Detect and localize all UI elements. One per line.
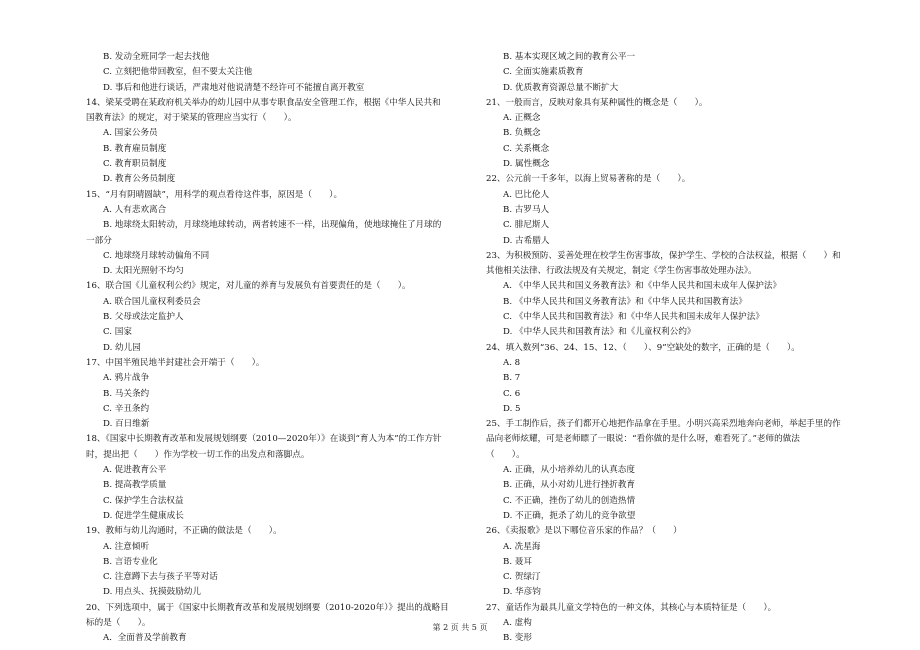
question-line: 24、填入数列“36、24、15、12、（ ）、9”空缺处的数字，正确的是（ ）。	[486, 342, 800, 353]
option-line: B. 基本实现区域之间的教育公平一	[503, 52, 636, 62]
option-line: B. 提高教学质量	[103, 480, 167, 491]
option-line: D. 教育公务员制度	[103, 174, 176, 185]
question-line: 19、教师与幼儿沟通时，不正确的做法是（ ）。	[86, 526, 282, 537]
question-continuation: 时，提出把（ ）作为学校一切工作的出发点和落脚点。	[86, 449, 310, 460]
option-line: A. 联合国儿童权利委员会	[103, 296, 201, 307]
option-line: A. 促进教育公平	[103, 465, 167, 476]
option-line: B. 聂耳	[503, 556, 532, 567]
option-line: B. 负概念	[503, 128, 541, 139]
option-line: D. 优质教育资源总量不断扩大	[503, 82, 619, 93]
question-line: 21、一般而言，反映对象具有某种属性的概念是（ ）。	[486, 97, 708, 108]
question-continuation: 一部分	[86, 235, 112, 246]
option-line: C. 关系概念	[503, 143, 550, 154]
option-line: C. 全面实施素质教育	[503, 67, 584, 78]
question-line: 15、“月有阴晴圆缺”，用科学的观点看待这件事，原因是（ ）。	[86, 189, 343, 200]
option-line: A. 鸦片战争	[103, 373, 150, 384]
option-line: D. 属性概念	[503, 159, 550, 170]
option-line: B. 发动全班同学一起去找他	[103, 52, 210, 62]
question-continuation: 其他相关法律、行政法规及有关规定，制定《学生伤害事故处理办法》。	[486, 266, 757, 277]
option-line: A．全面普及学前教育	[103, 633, 187, 644]
question-continuation: （ ）。	[486, 449, 525, 460]
option-line: B. 言语专业化	[103, 556, 158, 567]
question-continuation: 品向老师炫耀，可是老师瞟了一眼说：“看你做的是什么呀，难看死了。”老师的做法	[486, 434, 800, 445]
option-line: D. 百日维新	[103, 419, 150, 430]
question-line: 20、下列选项中，属于《国家中长期教育改革和发展规划纲要（2010-2020年）》提出的战略目	[86, 602, 449, 613]
option-line: B. 教育雇员制度	[103, 143, 167, 154]
option-line: D. 古希腊人	[503, 235, 550, 246]
option-line: C. 注意蹲下去与孩子平等对话	[103, 572, 218, 583]
right-column	[486, 50, 878, 647]
option-line: A. 虚构	[503, 617, 532, 628]
page-footer: 第 2 页 共 5 页	[432, 623, 488, 632]
question-line: 17、中国半殖民地半封建社会开端于（ ）。	[86, 357, 265, 368]
option-line: A. 国家公务员	[103, 128, 158, 139]
option-line: D. 事后和他进行谈话，严肃地对他说清楚不经许可不能擅自离开教室	[103, 82, 365, 93]
option-line: D. 用点头、抚摸鼓励幼儿	[103, 587, 201, 598]
option-line: D. 华彦钧	[503, 587, 541, 598]
option-line: C. 地球绕月球转动偏角不同	[103, 250, 210, 261]
option-line: D. 不正确，扼杀了幼儿的竞争欲望	[503, 510, 636, 521]
option-line: C. 教育职员制度	[103, 159, 167, 170]
left-column	[86, 50, 478, 647]
question-line: 25、手工制作后，孩子们都开心地把作品拿在手里。小明兴高采烈地奔向老师，举起手里的作	[486, 419, 841, 430]
option-line: B. 地球绕太阳转动，月球绕地球转动，两者转速不一样，出现偏角，使地球掩住了月球的	[103, 220, 442, 231]
option-line: B. 《中华人民共和国义务教育法》和《中华人民共和国教育法》	[503, 296, 747, 307]
option-line: A. 《中华人民共和国义务教育法》和《中华人民共和国未成年人保护法》	[503, 281, 782, 292]
option-line: C. 不正确，挫伤了幼儿的创造热情	[503, 495, 636, 506]
option-line: C. 国家	[103, 327, 132, 338]
question-line: 26、《卖报歌》是以下哪位音乐家的作品？（ ）	[486, 526, 682, 537]
option-line: A. 8	[503, 357, 521, 368]
option-line: C. 《中华人民共和国教育法》和《中华人民共和国未成年人保护法》	[503, 312, 764, 323]
option-line: A. 冼星海	[503, 541, 541, 552]
option-line: A. 人有悲欢离合	[103, 204, 167, 215]
option-line: D. 《中华人民共和国教育法》和《儿童权利公约》	[503, 327, 696, 338]
option-line: C. 立刻把他带回教室，但不要太关注他	[103, 67, 253, 78]
option-line: B. 父母或法定监护人	[103, 312, 184, 323]
option-line: B. 古罗马人	[503, 204, 550, 215]
option-line: C. 贺绿汀	[503, 572, 541, 583]
question-line: 27、童话作为最具儿童文学特色的一种文体，其核心与本质特征是（ ）。	[486, 602, 777, 613]
question-line: 16、联合国《儿童权利公约》规定，对儿童的养育与发展负有首要责任的是（ ）。	[86, 281, 411, 292]
option-line: D. 幼儿园	[103, 342, 141, 353]
option-line: D. 促进学生健康成长	[103, 510, 184, 521]
option-line: B. 7	[503, 373, 521, 384]
option-line: C. 辛丑条约	[103, 403, 150, 414]
option-line: B. 变形	[503, 633, 532, 644]
option-line: A. 正确，从小培养幼儿的认真态度	[503, 465, 635, 476]
option-line: A. 注意倾听	[103, 541, 150, 552]
option-line: A. 正概念	[503, 113, 541, 124]
option-line: C. 腓尼斯人	[503, 220, 550, 231]
question-continuation: 国教育法》的规定，对于梁某的管理应当实行（ ）。	[86, 113, 297, 124]
question-continuation: 标的是（ ）。	[86, 617, 151, 628]
question-line: 22、公元前一千多年，以海上贸易著称的是（ ）。	[486, 174, 691, 185]
option-line: C. 6	[503, 388, 521, 399]
option-line: B. 马关条约	[103, 388, 150, 399]
option-line: A. 巴比伦人	[503, 189, 550, 200]
option-line: C. 保护学生合法权益	[103, 495, 184, 506]
question-line: 14、梁某受聘在某政府机关举办的幼儿园中从事专职食品安全管理工作，根据《中华人民共和	[86, 97, 441, 108]
option-line: B. 正确，从小对幼儿进行挫折教育	[503, 480, 636, 491]
option-line: D. 太阳光照射不均匀	[103, 266, 184, 277]
question-line: 23、为积极预防、妥善处理在校学生伤害事故，保护学生、学校的合法权益，根据（ ）和	[486, 250, 841, 261]
question-line: 18、《国家中长期教育改革和发展规划纲要（2010—2020年）》在谈到“育人为本”的工作方针	[86, 434, 442, 445]
option-line: D. 5	[503, 403, 521, 414]
